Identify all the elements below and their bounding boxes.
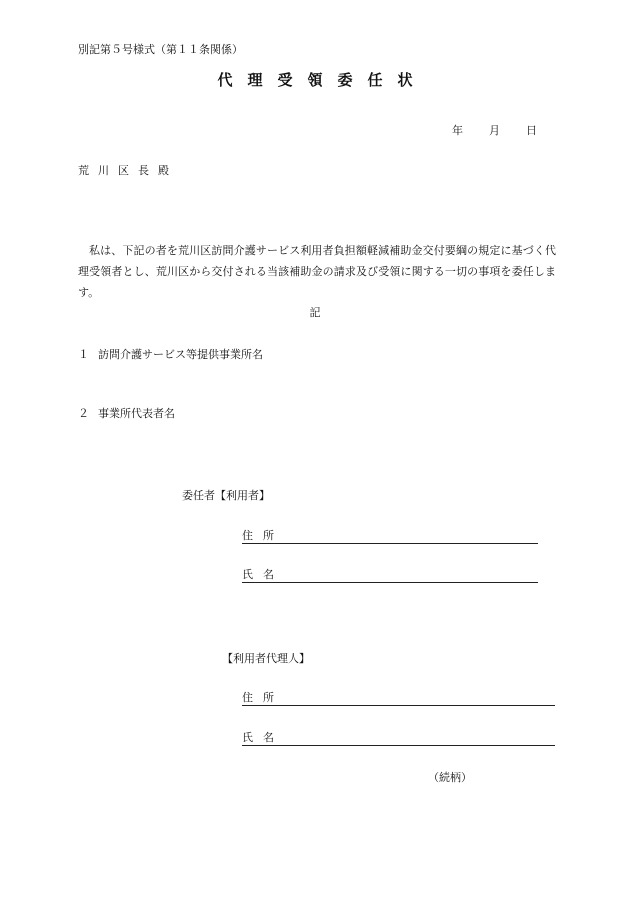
- item-office-name: [78, 346, 263, 362]
- date-day: 日: [526, 124, 537, 137]
- document-title: 代理受領委任状: [217, 71, 428, 89]
- item-number: ２: [78, 407, 89, 420]
- proxy-heading: 【利用者代理人】: [222, 652, 310, 665]
- delegator-heading: 委任者【利用者】: [182, 489, 270, 502]
- name-label: 氏名: [242, 731, 284, 744]
- delegation-statement: 私は、下記の者を荒川区訪問介護サービス利用者負担額軽減補助金交付要綱の規定に基づく代理受領者とし、荒川区から交付される当該補助金の請求及び受領に関する一切の事項を委任します。: [78, 244, 556, 299]
- item-label: 事業所代表者名: [98, 407, 175, 420]
- date-month: 月: [489, 124, 500, 137]
- delegator-name-field[interactable]: [242, 566, 538, 583]
- delegator-address-field[interactable]: [242, 527, 538, 544]
- item-label: 訪問介護サービス等提供事業所名: [98, 348, 263, 361]
- address-label: 住所: [242, 691, 284, 704]
- name-label: 氏名: [242, 568, 284, 581]
- relationship-label: （続柄）: [428, 771, 472, 784]
- item-representative-name: [78, 405, 175, 421]
- proxy-name-field[interactable]: [242, 729, 555, 746]
- date-line: [452, 122, 537, 138]
- form-note: 別記第５号様式（第１１条関係）: [78, 43, 243, 56]
- proxy-address-field[interactable]: [242, 689, 555, 706]
- address-label: 住所: [242, 529, 284, 542]
- item-number: １: [78, 348, 89, 361]
- ki-heading: 記: [309, 306, 321, 319]
- date-year: 年: [452, 124, 463, 137]
- addressee: 荒川区長殿: [78, 164, 178, 177]
